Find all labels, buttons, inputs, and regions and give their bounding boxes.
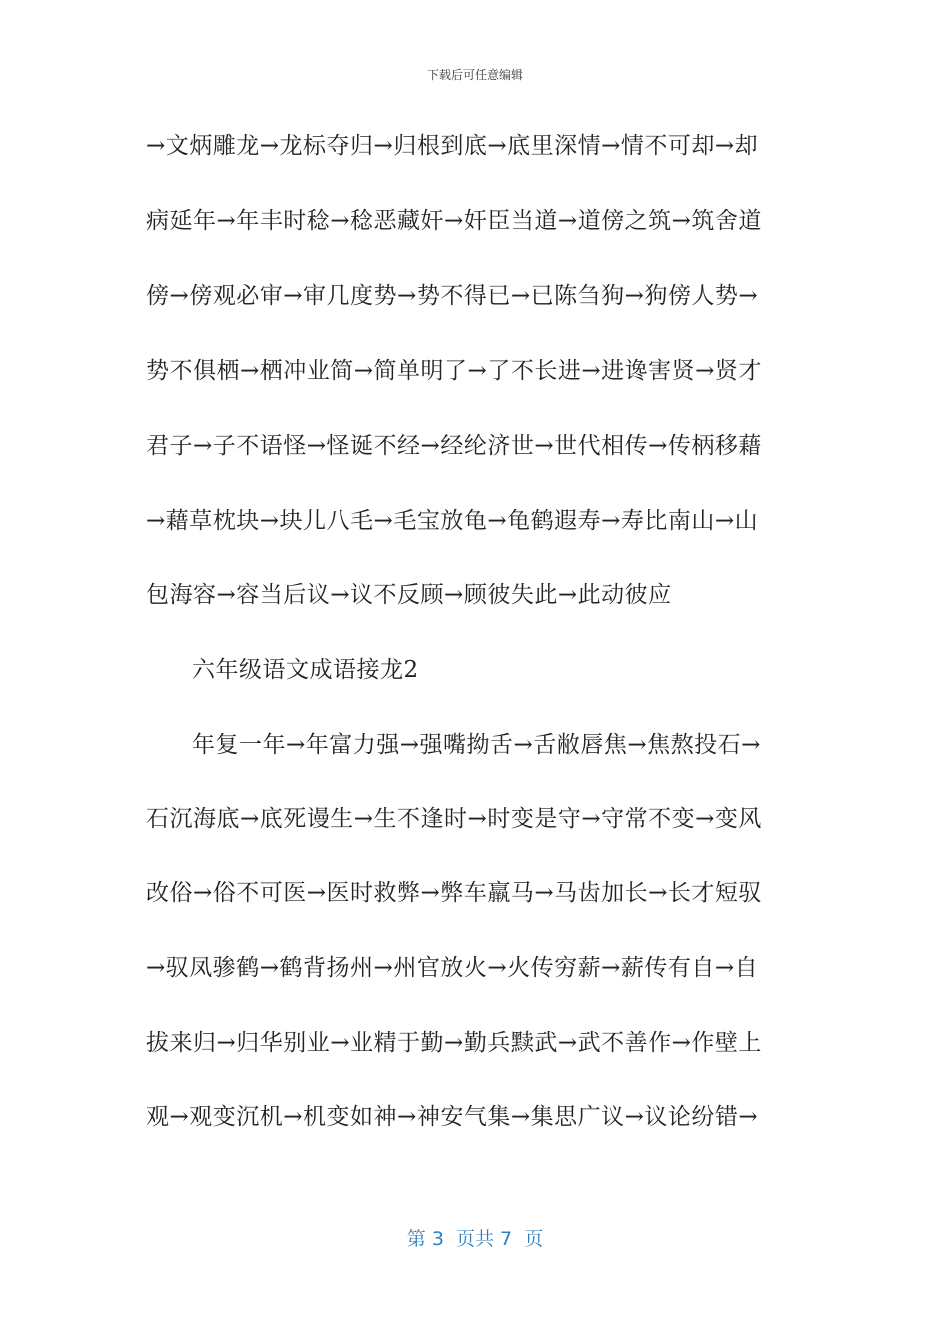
text-line: →文炳雕龙→龙标夺归→归根到底→底里深情→情不可却→却 bbox=[146, 133, 759, 159]
text-line: 改俗→俗不可医→医时救弊→弊车羸马→马齿加长→长才短驭 bbox=[146, 880, 762, 906]
text-line: 病延年→年丰时稔→稔恶藏奸→奸臣当道→道傍之筑→筑舍道 bbox=[146, 208, 762, 234]
page-number-footer: 第 3 页共 7 页 bbox=[406, 1228, 544, 1250]
text-line: 观→观变沉机→机变如神→神安气集→集思广议→议论纷错→ bbox=[146, 1104, 759, 1130]
text-line: 拔来归→归华别业→业精于勤→勤兵黩武→武不善作→作壁上 bbox=[146, 1030, 762, 1056]
text-line: 傍→傍观必审→审几度势→势不得已→已陈刍狗→狗傍人势→ bbox=[146, 283, 759, 309]
text-line: 年复一年→年富力强→强嘴拗舌→舌敝唇焦→焦熬投石→ bbox=[192, 732, 761, 758]
text-line: 势不俱栖→栖冲业简→简单明了→了不长进→进谗害贤→贤才 bbox=[146, 358, 762, 384]
text-line: 石沉海底→底死谩生→生不逢时→时变是守→守常不变→变风 bbox=[146, 806, 762, 832]
text-line: →驭凤骖鹤→鹤背扬州→州官放火→火传穷薪→薪传有自→自 bbox=[146, 955, 759, 981]
text-line: 君子→子不语怪→怪诞不经→经纶济世→世代相传→传柄移藉 bbox=[146, 433, 762, 459]
text-line: →藉草枕块→块儿八毛→毛宝放龟→龟鹤遐寿→寿比南山→山 bbox=[146, 508, 759, 534]
section-heading: 六年级语文成语接龙2 bbox=[192, 657, 419, 683]
page-header: 下载后可任意编辑 bbox=[426, 68, 523, 82]
text-line: 包海容→容当后议→议不反顾→顾彼失此→此动彼应 bbox=[146, 582, 672, 608]
